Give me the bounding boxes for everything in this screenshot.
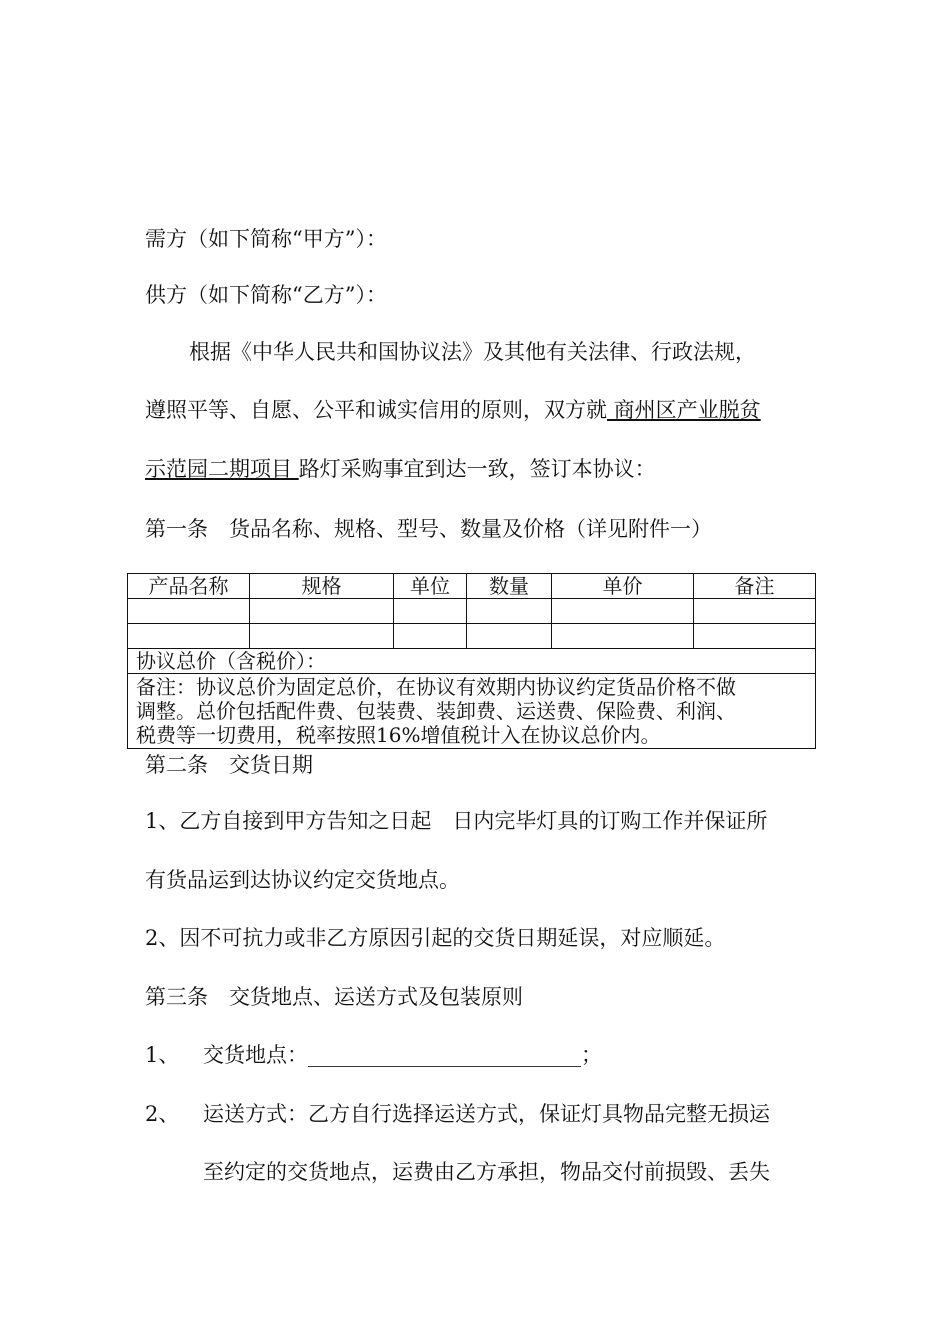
project-name-underlined-cont: 示范园二期项目: [145, 457, 299, 481]
table-cell: [467, 624, 552, 649]
total-price-label: 协议总价（含税价）：: [128, 649, 816, 674]
table-cell: [552, 624, 694, 649]
table-cell: [250, 624, 394, 649]
buyer-line: 需方（如下简称“甲方”）：: [145, 227, 387, 251]
table-cell: [128, 624, 250, 649]
table-cell: [250, 599, 394, 624]
article-3-item-2-line-1: 运送方式：乙方自行选择运送方式，保证灯具物品完整无损运: [203, 1102, 770, 1126]
table-cell: [694, 599, 816, 624]
note-cell: [128, 674, 816, 749]
article-3-item-2-number: 2、: [145, 1102, 180, 1126]
intro-paragraph-line-1: 根据《中华人民共和国协议法》及其他有关法律、行政法规，: [189, 340, 756, 364]
article-2-item-2: 2、因不可抗力或非乙方原因引起的交货日期延误，对应顺延。: [145, 926, 726, 950]
table-row: [128, 624, 816, 649]
col-header-unit: 单位: [394, 574, 467, 599]
note-line-2: 调整。总价包括配件费、包装费、装卸费、运送费、保险费、利润、: [136, 699, 736, 723]
col-header-unit-price: 单价: [552, 574, 694, 599]
table-cell: [394, 624, 467, 649]
intro-text-end: 路灯采购事宜到达一致，签订本协议：: [298, 457, 656, 481]
col-header-product-name: 产品名称: [128, 574, 250, 599]
total-price-row: [128, 649, 816, 674]
table-header-row: [128, 574, 816, 599]
table-cell: [467, 599, 552, 624]
note-line-1: 备注：协议总价为固定总价，在协议有效期内协议约定货品价格不做: [136, 675, 736, 699]
article-1-title: 第一条 货品名称、规格、型号、数量及价格（详见附件一）: [145, 517, 712, 541]
table-cell: [552, 599, 694, 624]
table-cell: [394, 599, 467, 624]
goods-table: [127, 573, 816, 749]
article-2-item-1-line-1: 1、乙方自接到甲方告知之日起 日内完毕灯具的订购工作并保证所: [145, 809, 768, 833]
col-header-quantity: 数量: [467, 574, 552, 599]
table-cell: [694, 624, 816, 649]
article-2-title: 第二条 交货日期: [145, 753, 313, 777]
intro-paragraph-line-2: [145, 396, 761, 424]
note-row: [128, 674, 816, 749]
table-row: [128, 599, 816, 624]
intro-text: 遵照平等、自愿、公平和诚实信用的原则，双方就: [145, 398, 607, 422]
article-3-item-1-text: 交货地点：__________________________；: [203, 1043, 602, 1067]
note-line-3: 税费等一切费用，税率按照16%增值税计入在协议总价内。: [136, 723, 661, 747]
article-3-item-1-number: 1、: [145, 1043, 180, 1067]
intro-paragraph-line-3: [145, 455, 656, 483]
table-cell: [128, 599, 250, 624]
article-2-item-1-line-2: 有货品运到达协议约定交货地点。: [145, 868, 460, 892]
article-3-title: 第三条 交货地点、运送方式及包装原则: [145, 985, 523, 1009]
col-header-spec: 规格: [250, 574, 394, 599]
project-name-underlined: 商州区产业脱贫: [607, 398, 761, 422]
supplier-line: 供方（如下简称“乙方”）：: [145, 283, 387, 307]
article-3-item-2-line-2: 至约定的交货地点，运费由乙方承担，物品交付前损毁、丢失: [203, 1160, 770, 1184]
col-header-remark: 备注: [694, 574, 816, 599]
